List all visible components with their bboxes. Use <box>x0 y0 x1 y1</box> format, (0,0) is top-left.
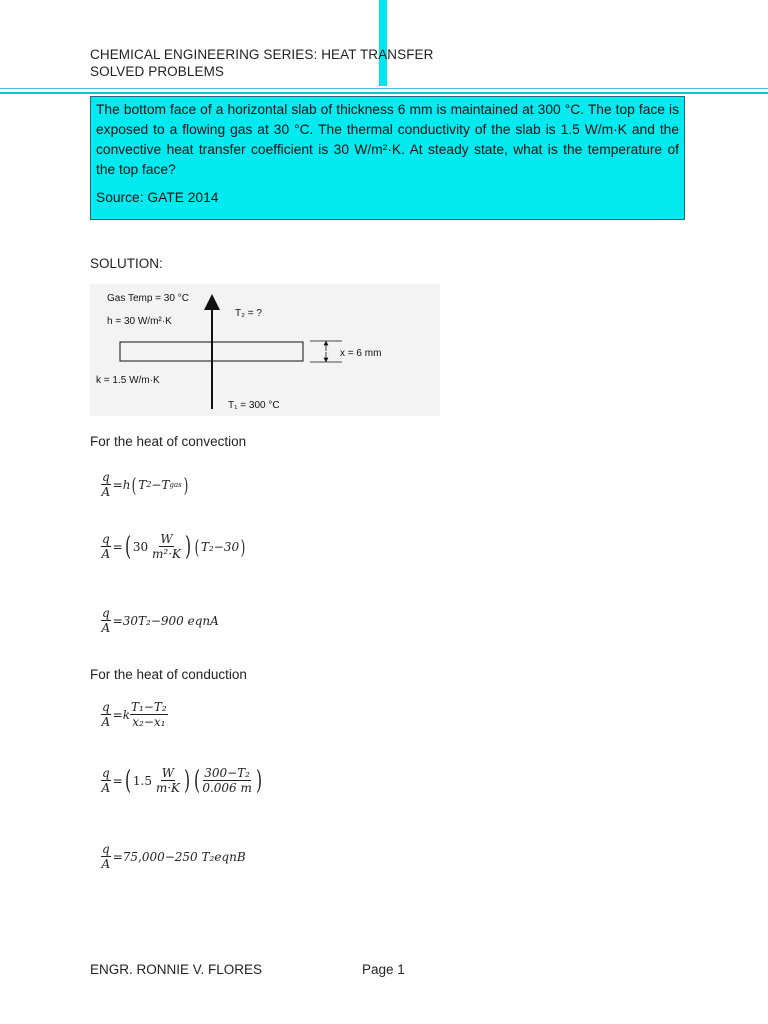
problem-box <box>90 96 685 220</box>
equation-5: $\frac{q}{A}$ = ( 1.5 $\frac{W}{m\cdot K}$ ) ( $\frac{\text{300−T₂}}{0.006 m}$ ) <box>101 765 262 796</box>
conduction-heading: For the heat of conduction <box>90 667 247 682</box>
footer-author: ENGR. RONNIE V. FLORES <box>90 962 263 977</box>
t1-label: T₁ = 300 °C <box>228 400 280 411</box>
equation-2: $\frac{q}{A}$ = ( 30 $\frac{W}{\text{m²·K}}$ ) ( T₂−30 ) <box>101 531 246 562</box>
equation-3: $\frac{q}{A}$ =30T₂−900 eqnA <box>101 606 219 635</box>
equation-4: $\frac{q}{A}$ =k $\frac{\text{T₁−T₂}}{\text{x₂−x₁}}$ <box>101 700 167 729</box>
gas-temp-label: Gas Temp = 30 °C <box>107 293 189 304</box>
thickness-label: x = 6 mm <box>340 348 382 359</box>
k-label: k = 1.5 W/m·K <box>96 375 160 386</box>
header-line-2: SOLVED PROBLEMS <box>90 64 225 79</box>
header-rule-thin <box>0 88 768 89</box>
document-header <box>90 46 434 80</box>
t2-label: T₂ = ? <box>235 308 262 319</box>
header-line-1: CHEMICAL ENGINEERING SERIES: HEAT TRANSFER <box>90 47 434 62</box>
problem-source: Source: GATE 2014 <box>96 190 219 205</box>
equation-6: $\frac{q}{A}$ =75,000−250 T₂eqnB <box>101 842 246 871</box>
footer-page-number: Page 1 <box>362 962 405 977</box>
equation-1: $\frac{q}{A}$ =h ( T 2 −T gas ) <box>101 470 188 499</box>
h-label: h = 30 W/m²·K <box>107 316 172 327</box>
problem-text: The bottom face of a horizontal slab of thickness 6 mm is maintained at 300 °C. The top face is exposed to a flowing gas at 30 °C. The thermal conductivity of the slab is 1.5 W/m·K and the convective heat transfer coefficient is 30 W/m²·K. At steady state, what is the temperature of the top face? <box>96 102 679 177</box>
header-rule-thick <box>0 92 768 94</box>
solution-label: SOLUTION: <box>90 256 163 271</box>
convection-heading: For the heat of convection <box>90 434 247 449</box>
slab-diagram-svg <box>90 284 440 416</box>
slab-diagram <box>90 284 440 416</box>
